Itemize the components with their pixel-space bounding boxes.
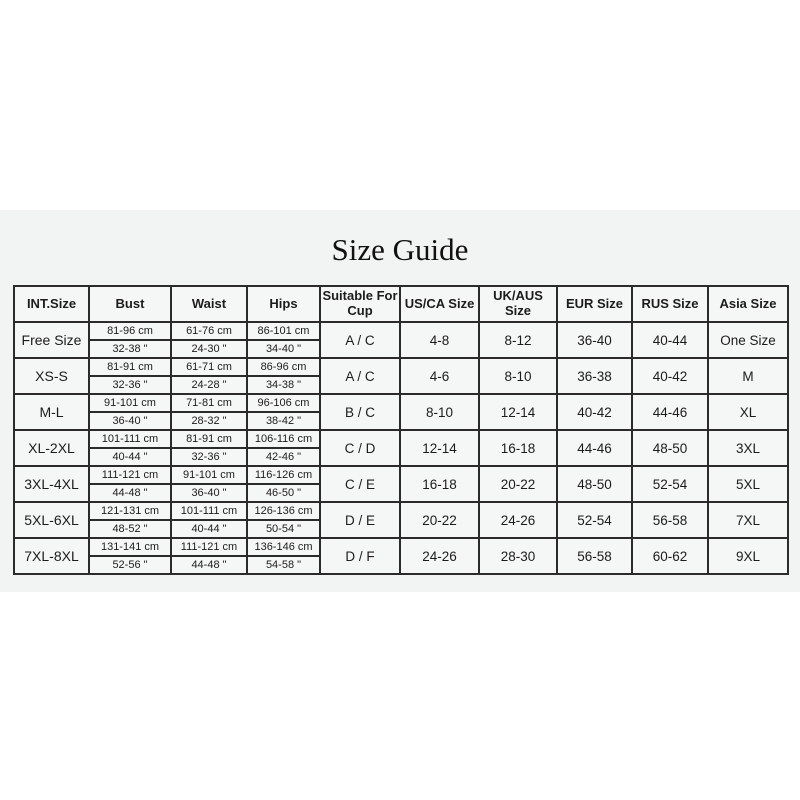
cell-hips-cm: 96-106 cm [247,394,320,412]
cell-us-ca: 8-10 [400,394,479,430]
cell-bust-in: 48-52 " [89,520,171,538]
cell-uk-aus: 16-18 [479,430,557,466]
cell-hips-in: 42-46 " [247,448,320,466]
table-row [14,466,788,484]
cell-asia: XL [708,394,788,430]
cell-bust-cm: 121-131 cm [89,502,171,520]
cell-asia: 3XL [708,430,788,466]
cell-us-ca: 20-22 [400,502,479,538]
cell-uk-aus: 8-12 [479,322,557,358]
cell-waist-in: 24-30 " [171,340,247,358]
cell-int-size: XS-S [14,358,89,394]
cell-waist-cm: 61-76 cm [171,322,247,340]
cell-waist-cm: 61-71 cm [171,358,247,376]
cell-cup: B / C [320,394,400,430]
cell-hips-cm: 86-101 cm [247,322,320,340]
cell-eur: 40-42 [557,394,632,430]
cell-hips-in: 34-38 " [247,376,320,394]
cell-hips-cm: 106-116 cm [247,430,320,448]
cell-hips-in: 38-42 " [247,412,320,430]
cell-asia: 7XL [708,502,788,538]
cell-cup: D / F [320,538,400,574]
cell-bust-in: 52-56 " [89,556,171,574]
cell-int-size: 7XL-8XL [14,538,89,574]
cell-waist-in: 32-36 " [171,448,247,466]
cell-waist-in: 40-44 " [171,520,247,538]
cell-bust-in: 36-40 " [89,412,171,430]
header-waist: Waist [171,286,247,322]
cell-bust-cm: 111-121 cm [89,466,171,484]
cell-bust-cm: 81-91 cm [89,358,171,376]
header-rus-size: RUS Size [632,286,708,322]
cell-int-size: Free Size [14,322,89,358]
cell-hips-cm: 126-136 cm [247,502,320,520]
header-suitable-for-cup: Suitable For Cup [320,286,400,322]
cell-cup: C / D [320,430,400,466]
cell-bust-cm: 131-141 cm [89,538,171,556]
cell-int-size: 3XL-4XL [14,466,89,502]
cell-bust-in: 32-36 " [89,376,171,394]
cell-hips-in: 54-58 " [247,556,320,574]
cell-eur: 56-58 [557,538,632,574]
cell-asia: 9XL [708,538,788,574]
cell-rus: 44-46 [632,394,708,430]
cell-hips-cm: 136-146 cm [247,538,320,556]
cell-cup: A / C [320,322,400,358]
table-row [14,394,788,412]
cell-eur: 48-50 [557,466,632,502]
cell-hips-in: 34-40 " [247,340,320,358]
cell-int-size: 5XL-6XL [14,502,89,538]
table-row [14,322,788,340]
cell-hips-in: 46-50 " [247,484,320,502]
cell-cup: D / E [320,502,400,538]
cell-waist-in: 24-28 " [171,376,247,394]
cell-us-ca: 4-6 [400,358,479,394]
cell-hips-in: 50-54 " [247,520,320,538]
cell-asia: One Size [708,322,788,358]
header-us-ca-size: US/CA Size [400,286,479,322]
cell-uk-aus: 28-30 [479,538,557,574]
cell-waist-cm: 81-91 cm [171,430,247,448]
cell-rus: 56-58 [632,502,708,538]
cell-waist-in: 44-48 " [171,556,247,574]
cell-uk-aus: 20-22 [479,466,557,502]
size-guide-table [13,285,789,575]
cell-waist-cm: 101-111 cm [171,502,247,520]
cell-us-ca: 12-14 [400,430,479,466]
header-row [14,286,788,322]
header-uk-aus-size: UK/AUS Size [479,286,557,322]
cell-waist-cm: 111-121 cm [171,538,247,556]
cell-hips-cm: 116-126 cm [247,466,320,484]
size-guide-panel [0,210,800,592]
cell-eur: 44-46 [557,430,632,466]
cell-eur: 52-54 [557,502,632,538]
table-row [14,430,788,448]
header-eur-size: EUR Size [557,286,632,322]
cell-eur: 36-38 [557,358,632,394]
cell-int-size: M-L [14,394,89,430]
cell-bust-in: 44-48 " [89,484,171,502]
cell-us-ca: 16-18 [400,466,479,502]
cell-rus: 52-54 [632,466,708,502]
cell-uk-aus: 12-14 [479,394,557,430]
header-int-size: INT.Size [14,286,89,322]
cell-rus: 40-42 [632,358,708,394]
cell-cup: C / E [320,466,400,502]
cell-bust-cm: 101-111 cm [89,430,171,448]
cell-eur: 36-40 [557,322,632,358]
cell-asia: M [708,358,788,394]
cell-us-ca: 4-8 [400,322,479,358]
cell-uk-aus: 24-26 [479,502,557,538]
cell-waist-cm: 91-101 cm [171,466,247,484]
table-row [14,502,788,520]
cell-bust-cm: 81-96 cm [89,322,171,340]
cell-bust-in: 32-38 " [89,340,171,358]
header-hips: Hips [247,286,320,322]
cell-bust-in: 40-44 " [89,448,171,466]
cell-rus: 60-62 [632,538,708,574]
table-row [14,358,788,376]
cell-waist-in: 28-32 " [171,412,247,430]
cell-bust-cm: 91-101 cm [89,394,171,412]
cell-cup: A / C [320,358,400,394]
cell-hips-cm: 86-96 cm [247,358,320,376]
cell-asia: 5XL [708,466,788,502]
cell-waist-in: 36-40 " [171,484,247,502]
table-row [14,538,788,556]
header-asia-size: Asia Size [708,286,788,322]
cell-rus: 40-44 [632,322,708,358]
cell-int-size: XL-2XL [14,430,89,466]
header-bust: Bust [89,286,171,322]
cell-uk-aus: 8-10 [479,358,557,394]
cell-rus: 48-50 [632,430,708,466]
cell-us-ca: 24-26 [400,538,479,574]
cell-waist-cm: 71-81 cm [171,394,247,412]
page-title: Size Guide [331,232,469,267]
